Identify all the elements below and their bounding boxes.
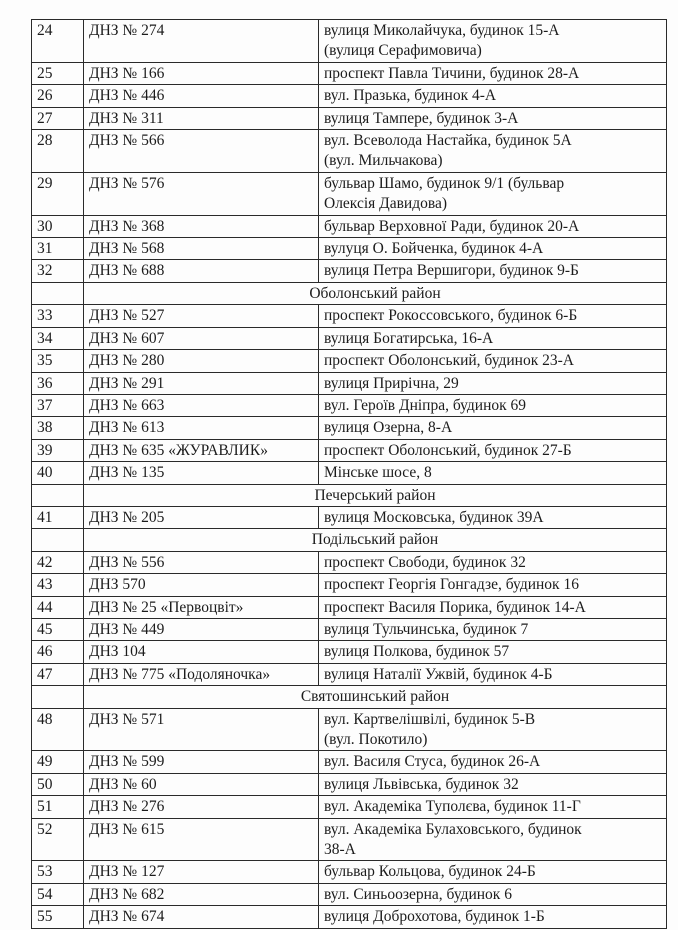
district-number-cell — [32, 686, 84, 708]
address-line: вул. Героїв Дніпра, будинок 69 — [324, 396, 527, 414]
address-cell — [319, 215, 667, 237]
row-number: 27 — [32, 107, 84, 129]
table-row — [32, 62, 667, 84]
kindergarten-name: ДНЗ № 127 — [84, 861, 319, 883]
district-header-row — [32, 282, 667, 304]
row-number: 39 — [32, 439, 84, 461]
kindergarten-name: ДНЗ № 635 «ЖУРАВЛИК» — [84, 439, 319, 461]
district-header-row — [32, 484, 667, 506]
address-cell — [319, 85, 667, 107]
address-line: вулиця Тульчинська, будинок 7 — [324, 620, 529, 638]
address-cell — [319, 773, 667, 795]
address-line: бульвар Шамо, будинок 9/1 (бульвар — [324, 174, 565, 192]
district-header-row — [32, 529, 667, 551]
address-line: (вулиця Серафимовича) — [324, 42, 482, 60]
kindergarten-table — [31, 19, 667, 929]
row-number: 48 — [32, 708, 84, 751]
address-cell — [319, 305, 667, 327]
kindergarten-name: ДНЗ № 276 — [84, 796, 319, 818]
address-line: вулиця Доброхотова, будинок 1-Б — [324, 908, 545, 926]
address-cell — [319, 130, 667, 173]
kindergarten-name: ДНЗ № 311 — [84, 107, 319, 129]
table-row — [32, 130, 667, 173]
table-row — [32, 861, 667, 883]
address-cell — [319, 796, 667, 818]
address-line: вулуця О. Бойченка, будинок 4-А — [324, 240, 544, 258]
table-row — [32, 883, 667, 905]
row-number: 43 — [32, 574, 84, 596]
address-cell — [319, 596, 667, 618]
address-cell — [319, 574, 667, 596]
address-cell — [319, 372, 667, 394]
address-cell — [319, 238, 667, 260]
row-number: 28 — [32, 130, 84, 173]
address-line: проспект Василя Порика, будинок 14-А — [324, 598, 586, 616]
kindergarten-name: ДНЗ № 615 — [84, 818, 319, 861]
address-line: Мінське шосе, 8 — [324, 464, 432, 482]
address-line: проспект Свободи, будинок 32 — [324, 553, 526, 571]
address-line: вулиця Богатирська, 16-А — [324, 329, 494, 347]
address-cell — [319, 708, 667, 751]
row-number: 37 — [32, 394, 84, 416]
table-row — [32, 641, 667, 663]
kindergarten-name: ДНЗ № 566 — [84, 130, 319, 173]
kindergarten-name: ДНЗ № 527 — [84, 305, 319, 327]
row-number: 44 — [32, 596, 84, 618]
row-number: 38 — [32, 417, 84, 439]
table-row — [32, 796, 667, 818]
address-cell — [319, 663, 667, 685]
district-heading: Подільський район — [84, 529, 667, 551]
row-number: 52 — [32, 818, 84, 861]
row-number: 24 — [32, 20, 84, 63]
table-row — [32, 663, 667, 685]
address-line: вулиця Озерна, 8-А — [324, 419, 453, 437]
address-line: Олексія Давидова) — [324, 195, 448, 213]
address-line: проспект Оболонський, будинок 23-А — [324, 352, 574, 370]
row-number: 54 — [32, 883, 84, 905]
district-header-row — [32, 686, 667, 708]
address-line: вулиця Наталії Ужвій, будинок 4-Б — [324, 665, 553, 683]
row-number: 55 — [32, 906, 84, 928]
address-line: вул. Празька, будинок 4-А — [324, 87, 497, 105]
kindergarten-name: ДНЗ № 135 — [84, 462, 319, 484]
address-line: (вул. Мильчакова) — [324, 152, 443, 170]
address-cell — [319, 861, 667, 883]
row-number: 34 — [32, 327, 84, 349]
address-line: бульвар Кольцова, будинок 24-Б — [324, 863, 536, 881]
address-line: вулиця Львівська, будинок 32 — [324, 775, 519, 793]
kindergarten-name: ДНЗ № 291 — [84, 372, 319, 394]
row-number: 35 — [32, 350, 84, 372]
address-cell — [319, 20, 667, 63]
address-cell — [319, 394, 667, 416]
kindergarten-name: ДНЗ № 449 — [84, 618, 319, 640]
table-row — [32, 506, 667, 528]
row-number: 32 — [32, 260, 84, 282]
address-cell — [319, 906, 667, 928]
kindergarten-name: ДНЗ № 568 — [84, 238, 319, 260]
kindergarten-name: ДНЗ № 205 — [84, 506, 319, 528]
row-number: 29 — [32, 172, 84, 215]
district-heading: Оболонський район — [84, 282, 667, 304]
table-row — [32, 751, 667, 773]
table-row — [32, 439, 667, 461]
kindergarten-name: ДНЗ № 599 — [84, 751, 319, 773]
row-number: 26 — [32, 85, 84, 107]
table-row — [32, 172, 667, 215]
table-row — [32, 394, 667, 416]
address-cell — [319, 883, 667, 905]
table-row — [32, 462, 667, 484]
table-body — [32, 20, 667, 929]
row-number: 36 — [32, 372, 84, 394]
table-row — [32, 906, 667, 928]
table-row — [32, 574, 667, 596]
kindergarten-name: ДНЗ № 688 — [84, 260, 319, 282]
kindergarten-name: ДНЗ № 446 — [84, 85, 319, 107]
kindergarten-name: ДНЗ № 674 — [84, 906, 319, 928]
kindergarten-name: ДНЗ № 775 «Подоляночка» — [84, 663, 319, 685]
table-row — [32, 20, 667, 63]
kindergarten-name: ДНЗ № 576 — [84, 172, 319, 215]
address-line: вул. Василя Стуса, будинок 26-А — [324, 753, 541, 771]
address-line: 38-А — [324, 841, 356, 859]
table-row — [32, 551, 667, 573]
address-cell — [319, 417, 667, 439]
address-cell — [319, 462, 667, 484]
kindergarten-name: ДНЗ № 682 — [84, 883, 319, 905]
address-cell — [319, 551, 667, 573]
kindergarten-name: ДНЗ № 607 — [84, 327, 319, 349]
address-cell — [319, 107, 667, 129]
table-row — [32, 773, 667, 795]
address-line: вул. Академіка Булаховського, будинок — [324, 820, 582, 838]
address-line: вул. Всеволода Настайка, будинок 5А — [324, 132, 572, 150]
address-line: вулиця Московська, будинок 39А — [324, 508, 544, 526]
row-number: 25 — [32, 62, 84, 84]
address-cell — [319, 506, 667, 528]
address-cell — [319, 751, 667, 773]
table-row — [32, 596, 667, 618]
row-number: 53 — [32, 861, 84, 883]
kindergarten-name: ДНЗ № 25 «Первоцвіт» — [84, 596, 319, 618]
address-cell — [319, 350, 667, 372]
table-row — [32, 708, 667, 751]
kindergarten-name: ДНЗ 570 — [84, 574, 319, 596]
address-line: бульвар Верховної Ради, будинок 20-А — [324, 217, 580, 235]
address-cell — [319, 641, 667, 663]
address-line: проспект Георгія Гонгадзе, будинок 16 — [324, 576, 579, 594]
row-number: 47 — [32, 663, 84, 685]
row-number: 40 — [32, 462, 84, 484]
table-row — [32, 372, 667, 394]
district-heading: Святошинський район — [84, 686, 667, 708]
table-row — [32, 260, 667, 282]
kindergarten-name: ДНЗ № 166 — [84, 62, 319, 84]
table-row — [32, 85, 667, 107]
address-line: вулиця Полкова, будинок 57 — [324, 643, 510, 661]
district-number-cell — [32, 282, 84, 304]
address-line: проспект Павла Тичини, будинок 28-А — [324, 64, 580, 82]
row-number: 45 — [32, 618, 84, 640]
row-number: 50 — [32, 773, 84, 795]
district-number-cell — [32, 484, 84, 506]
table-row — [32, 618, 667, 640]
address-line: вулиця Миколайчука, будинок 15-А — [324, 22, 560, 39]
address-line: проспект Рокоссовського, будинок 6-Б — [324, 307, 578, 325]
row-number: 42 — [32, 551, 84, 573]
address-line: вулиця Прирічна, 29 — [324, 374, 459, 392]
row-number: 46 — [32, 641, 84, 663]
address-cell — [319, 62, 667, 84]
address-cell — [319, 439, 667, 461]
table-row — [32, 327, 667, 349]
row-number: 49 — [32, 751, 84, 773]
table-row — [32, 417, 667, 439]
address-cell — [319, 618, 667, 640]
row-number: 30 — [32, 215, 84, 237]
kindergarten-name: ДНЗ № 274 — [84, 20, 319, 63]
kindergarten-name: ДНЗ № 280 — [84, 350, 319, 372]
table-row — [32, 305, 667, 327]
kindergarten-name: ДНЗ 104 — [84, 641, 319, 663]
table-row — [32, 818, 667, 861]
address-cell — [319, 818, 667, 861]
address-cell — [319, 327, 667, 349]
address-line: вул. Картвелішвілі, будинок 5-В — [324, 710, 536, 728]
row-number: 51 — [32, 796, 84, 818]
address-line: вул. Синьоозерна, будинок 6 — [324, 885, 512, 903]
table-row — [32, 107, 667, 129]
address-line: вулиця Петра Вершигори, будинок 9-Б — [324, 262, 579, 280]
district-number-cell — [32, 529, 84, 551]
kindergarten-name: ДНЗ № 571 — [84, 708, 319, 751]
address-cell — [319, 260, 667, 282]
kindergarten-name: ДНЗ № 663 — [84, 394, 319, 416]
table-row — [32, 238, 667, 260]
kindergarten-name: ДНЗ № 60 — [84, 773, 319, 795]
kindergarten-name: ДНЗ № 368 — [84, 215, 319, 237]
address-line: проспект Оболонський, будинок 27-Б — [324, 441, 572, 459]
table-row — [32, 215, 667, 237]
row-number: 31 — [32, 238, 84, 260]
row-number: 33 — [32, 305, 84, 327]
district-heading: Печерський район — [84, 484, 667, 506]
row-number: 41 — [32, 506, 84, 528]
address-cell — [319, 172, 667, 215]
address-line: вул. Академіка Туполєва, будинок 11-Г — [324, 798, 581, 816]
table-row — [32, 350, 667, 372]
kindergarten-name: ДНЗ № 556 — [84, 551, 319, 573]
address-line: (вул. Покотило) — [324, 731, 428, 748]
kindergarten-name: ДНЗ № 613 — [84, 417, 319, 439]
address-line: вулиця Тампере, будинок 3-А — [324, 109, 519, 127]
